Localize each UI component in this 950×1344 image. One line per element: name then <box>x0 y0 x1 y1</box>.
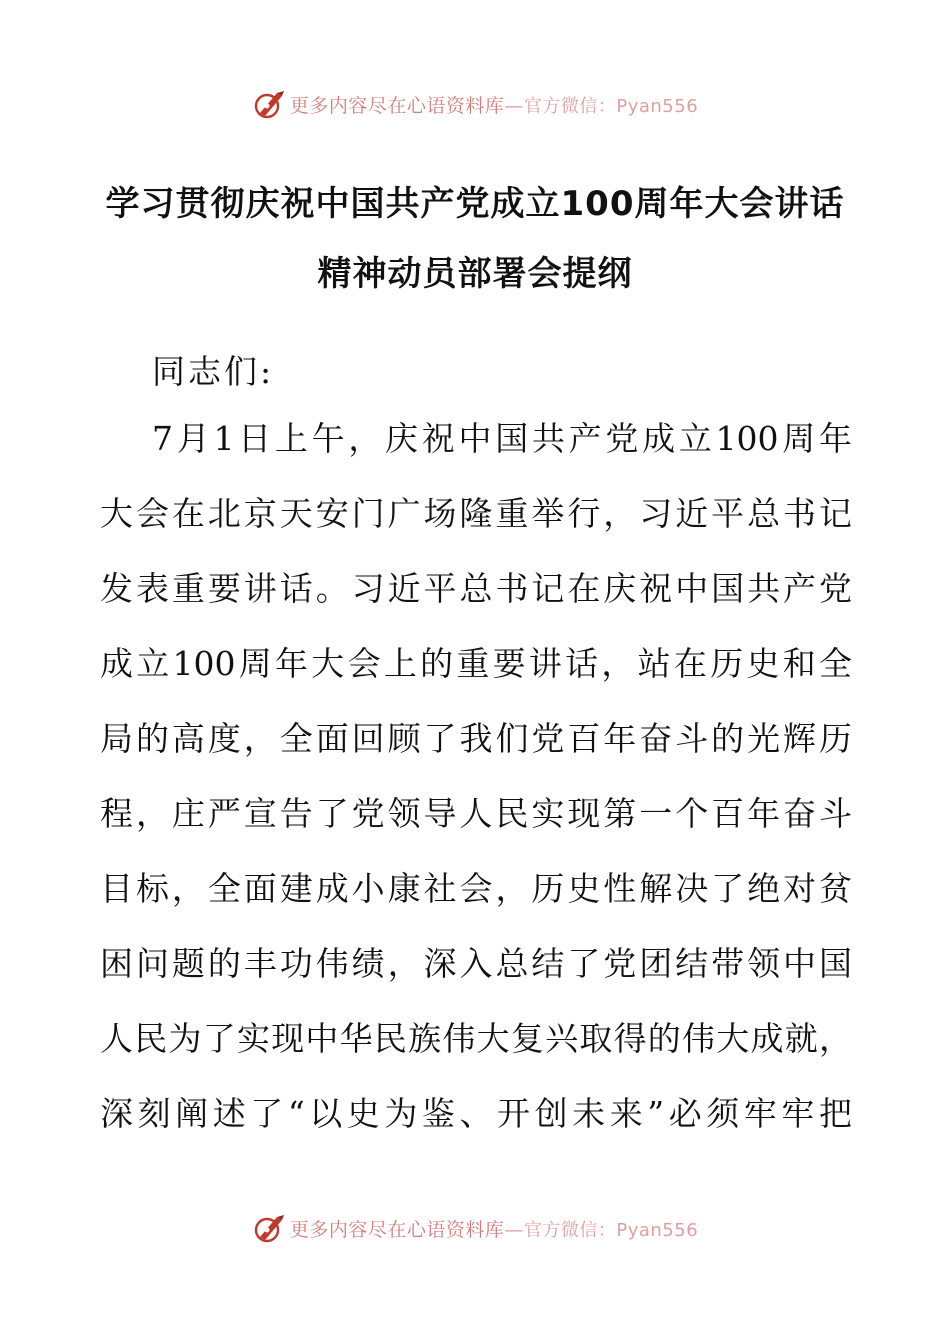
banner-dash: — <box>504 1218 524 1241</box>
pen-nib-circle-icon <box>252 87 286 121</box>
banner-wechat-label: 官方微信： <box>523 95 617 117</box>
pen-nib-circle-icon <box>252 1211 286 1245</box>
header-banner <box>0 84 950 124</box>
body-line: 深刻阐述了“以史为鉴、开创未来”必须牢牢把 <box>100 1094 852 1133</box>
document-title-line-2: 精神动员部署会提纲 <box>317 254 633 294</box>
body-paragraph <box>100 413 852 1163</box>
banner-text <box>290 1215 698 1242</box>
body-line: 困问题的丰功伟绩，深入总结了党团结带领中国 <box>100 944 852 983</box>
body-line: 目标，全面建成小康社会，历史性解决了绝对贫 <box>100 869 852 908</box>
banner-dash: — <box>504 94 524 117</box>
body-line: 大会在北京天安门广场隆重举行，习近平总书记 <box>100 494 852 533</box>
banner-wechat-label: 官方微信： <box>523 1219 617 1241</box>
document-title-line-1: 学习贯彻庆祝中国共产党成立100周年大会讲话 <box>105 184 845 224</box>
banner-wechat-id: Pyan556 <box>616 95 699 117</box>
body-line: 成立100周年大会上的重要讲话，站在历史和全 <box>100 644 852 683</box>
body-line: 程，庄严宣告了党领导人民实现第一个百年奋斗 <box>100 794 852 833</box>
footer-banner <box>0 1208 950 1248</box>
body-line: 7月1日上午，庆祝中国共产党成立100周年 <box>152 419 852 458</box>
salutation: 同志们: <box>152 352 275 391</box>
banner-site-text: 更多内容尽在心语资料库 <box>289 94 505 117</box>
body-line: 人民为了实现中华民族伟大复兴取得的伟大成就， <box>100 1019 852 1058</box>
banner-site-text: 更多内容尽在心语资料库 <box>289 1218 505 1241</box>
body-line: 发表重要讲话。习近平总书记在庆祝中国共产党 <box>100 569 852 608</box>
banner-text <box>290 91 698 118</box>
body-line: 局的高度，全面回顾了我们党百年奋斗的光辉历 <box>100 719 852 758</box>
banner-wechat-id: Pyan556 <box>616 1219 699 1241</box>
